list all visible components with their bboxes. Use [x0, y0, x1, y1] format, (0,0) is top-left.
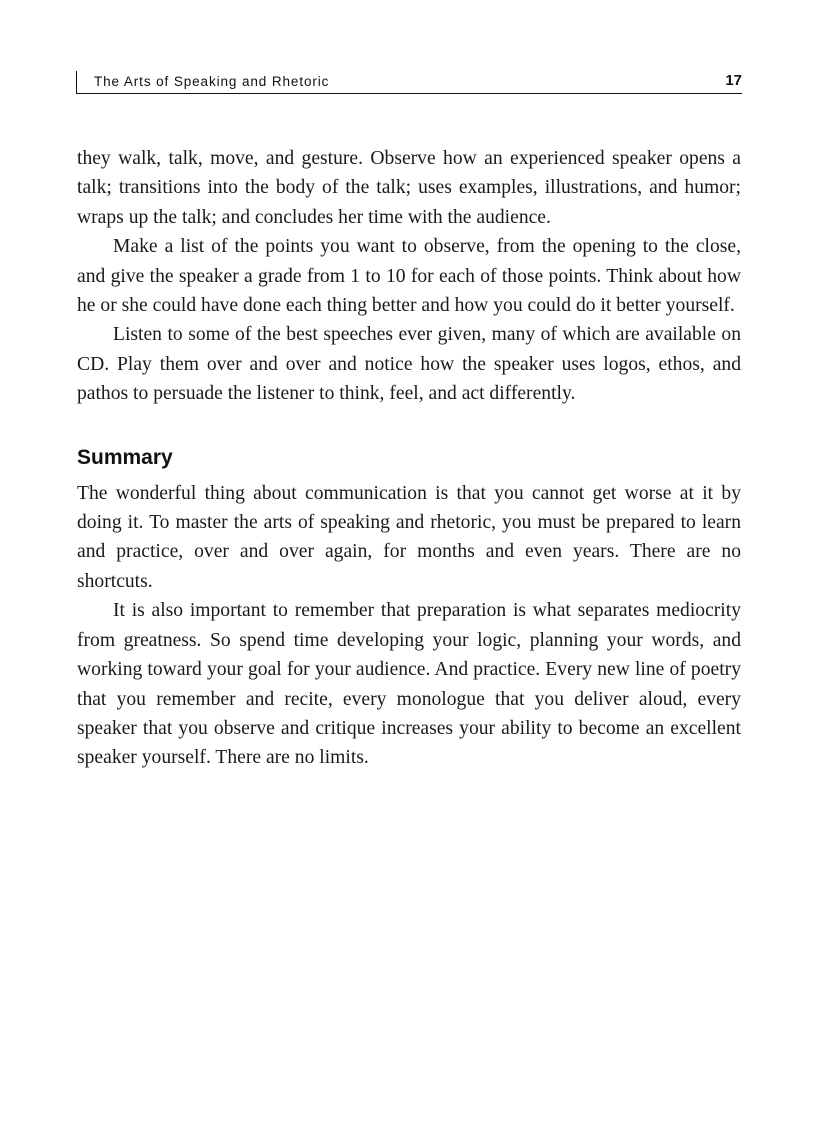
page-body — [77, 144, 741, 773]
summary-paragraph: It is also important to remember that preparation is what separates mediocrity from greatness. So spend time developing your logic, planning your words, and working toward your goal for your audience. And practice. Every new line of poetry that you remember and recite, every monologue that you deliver aloud, every speaker that you observe and critique increases your ability to become an excellent speaker yourself. There are no limits. — [77, 600, 741, 769]
body-paragraph: they walk, talk, move, and gesture. Observe how an experienced speaker opens a talk; transitions into the body of the talk; uses examples, illustrations, and humor; wraps up the talk; and concludes her time with the audience. — [77, 148, 741, 228]
header-rule — [76, 71, 77, 93]
running-title: The Arts of Speaking and Rhetoric — [94, 74, 330, 89]
body-paragraph: Make a list of the points you want to observe, from the opening to the close, and give the speaker a grade from 1 to 10 for each of those points. Think about how he or she could have done each thing better and how you could do it better yourself. — [77, 236, 741, 317]
page-number: 17 — [725, 72, 742, 89]
running-header — [76, 71, 742, 94]
body-paragraph: Listen to some of the best speeches ever given, many of which are available on CD. Play them over and over and notice how the speaker uses logos, ethos, and pathos to persuade the listener to think, feel, and act differently. — [77, 324, 741, 405]
summary-paragraph: The wonderful thing about communication is that you cannot get worse at it by doing it. To master the arts of speaking and rhetoric, you must be prepared to learn and practice, over and over again, for months and even years. There are no shortcuts. — [77, 482, 741, 592]
section-heading-summary: Summary — [77, 445, 173, 469]
